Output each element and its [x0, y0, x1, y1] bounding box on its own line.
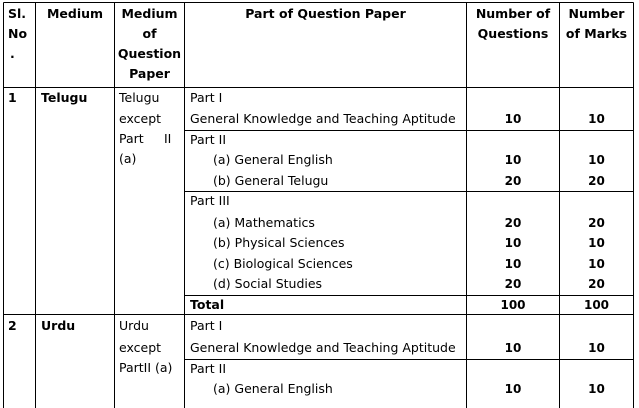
row2-part2-item-a: (a) General English — [213, 381, 333, 396]
header-mqp-line4: Paper — [129, 66, 170, 81]
row1-medium: Telugu — [41, 90, 88, 105]
row1-part3-b-marks: 10 — [588, 236, 605, 250]
row2-part2-a-marks: 10 — [588, 382, 605, 396]
row1-total-marks: 100 — [583, 298, 610, 312]
row1-part3-title: Part III — [190, 193, 230, 208]
row2-part2-title: Part II — [190, 361, 227, 376]
row2-part1-marks: 10 — [588, 341, 605, 355]
row1-mqp-line2: except — [119, 111, 162, 126]
row1-part2-title: Part II — [190, 132, 227, 147]
header-part: Part of Question Paper — [245, 6, 406, 21]
row1-total-label: Total — [190, 297, 225, 312]
header-nq-line1: Number of — [475, 6, 551, 21]
row2-mqp-line2: except — [119, 340, 162, 355]
row1-part2-item-a: (a) General English — [213, 152, 333, 167]
header-mqp-line3: Question — [117, 46, 182, 61]
row2-medium: Urdu — [41, 318, 76, 333]
row2-sl: 2 — [8, 318, 17, 333]
row2-part1-item: General Knowledge and Teaching Aptitude — [190, 340, 456, 355]
row1-part3-a-questions: 20 — [504, 216, 522, 230]
header-sl-line2: No — [8, 26, 28, 41]
row1-part3-b-questions: 10 — [504, 236, 522, 250]
row1-mqp-line3a: Part — [119, 131, 144, 146]
header-nm-line2: of Marks — [565, 26, 628, 41]
row1-part3-a-marks: 20 — [588, 216, 605, 230]
header-nq-line2: Questions — [477, 26, 549, 41]
row1-part2-a-questions: 10 — [504, 153, 522, 167]
row1-part2-a-marks: 10 — [588, 153, 605, 167]
row1-mqp-line1: Telugu — [119, 90, 160, 105]
row2-mqp-line1: Urdu — [119, 318, 149, 333]
row2-part1-questions: 10 — [504, 341, 522, 355]
header-mqp-line2: of — [142, 26, 157, 41]
row1-part2-item-b: (b) General Telugu — [213, 173, 329, 188]
row1-part3-item-c: (c) Biological Sciences — [213, 256, 353, 271]
row2-mqp-line3: PartII (a) — [119, 360, 173, 375]
row2-part1-title: Part I — [190, 318, 223, 333]
row1-sl: 1 — [8, 90, 17, 105]
row1-part2-b-questions: 20 — [504, 174, 522, 188]
header-mqp-line1: Medium — [121, 6, 178, 21]
row1-part2-b-marks: 20 — [588, 174, 605, 188]
row1-part3-item-b: (b) Physical Sciences — [213, 235, 345, 250]
row1-part3-item-a: (a) Mathematics — [213, 215, 315, 230]
header-medium: Medium — [46, 6, 104, 21]
header-sl-line3: . — [10, 46, 15, 61]
row1-part1-questions: 10 — [504, 112, 522, 126]
row1-total-questions: 100 — [500, 298, 526, 312]
row1-part1-marks: 10 — [588, 112, 605, 126]
row1-part3-d-questions: 20 — [504, 277, 522, 291]
header-nm-line1: Number — [568, 6, 625, 21]
row2-part2-a-questions: 10 — [504, 382, 522, 396]
row1-mqp-line4: (a) — [119, 151, 137, 166]
row1-part3-c-questions: 10 — [504, 257, 522, 271]
header-sl-line1: Sl. — [8, 6, 27, 21]
row1-part3-d-marks: 20 — [588, 277, 605, 291]
row1-part3-item-d: (d) Social Studies — [213, 276, 323, 291]
row1-mqp-line3b: II — [164, 131, 172, 146]
row1-part1-item: General Knowledge and Teaching Aptitude — [190, 111, 456, 126]
row1-part1-title: Part I — [190, 90, 223, 105]
row1-part3-c-marks: 10 — [588, 257, 605, 271]
